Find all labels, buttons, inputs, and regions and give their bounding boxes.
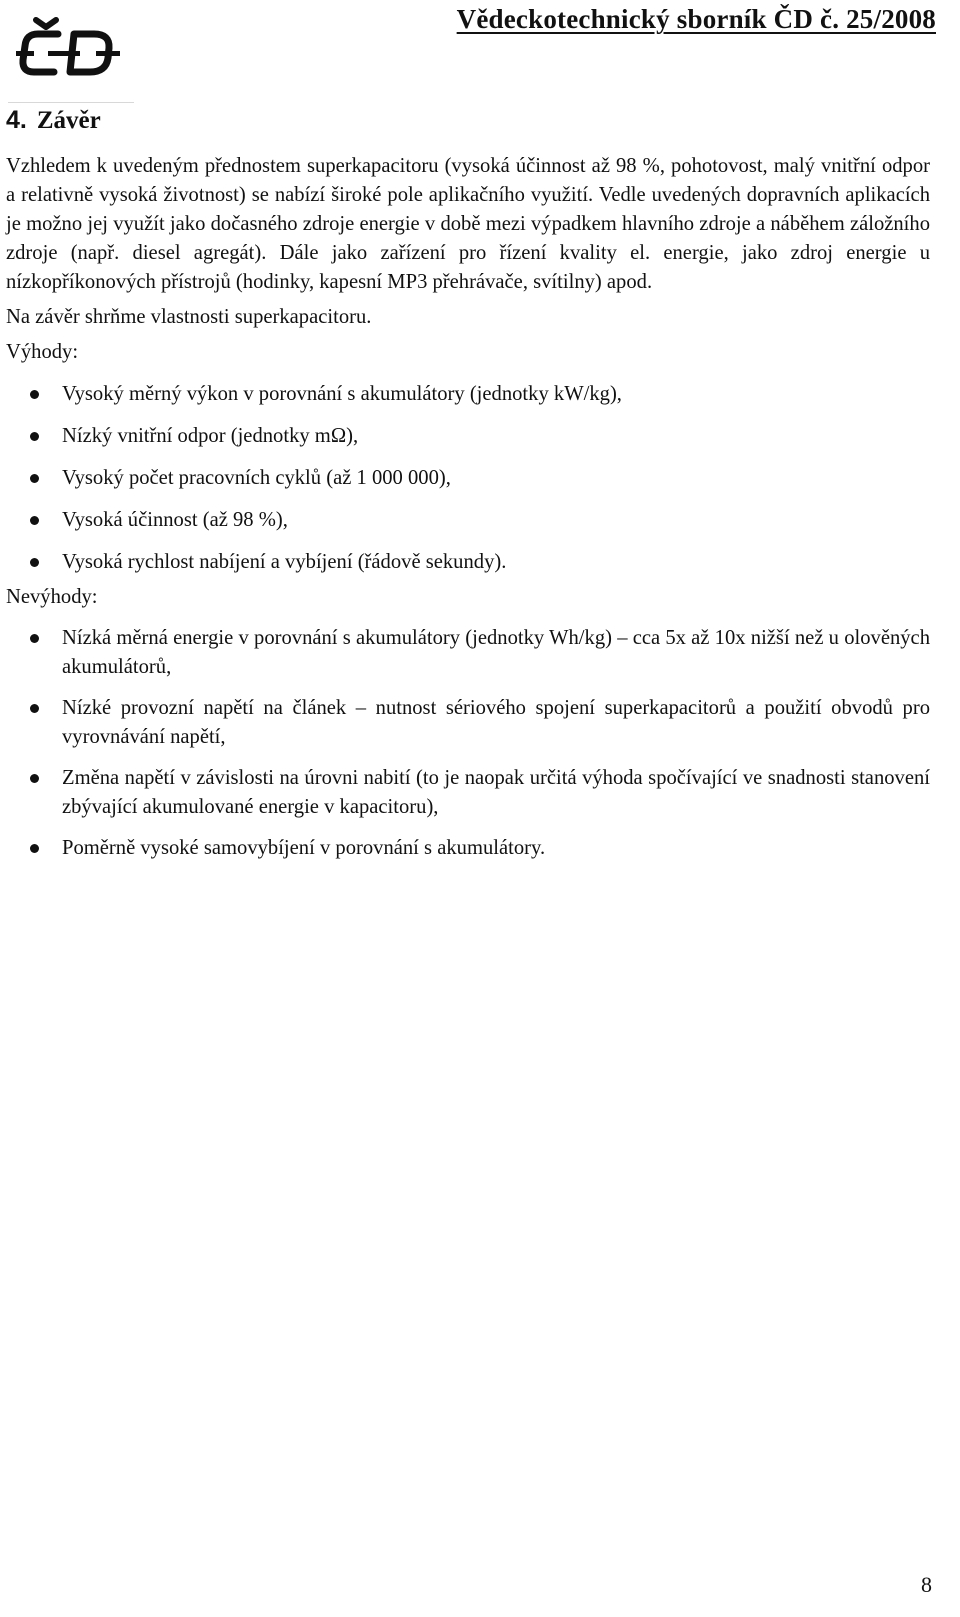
journal-title: Vědeckotechnický sborník ČD č. 25/2008 — [456, 4, 936, 34]
section-number: 4. — [6, 106, 27, 134]
list-item-text: Vysoká rychlost nabíjení a vybíjení (řádově sekundy). — [62, 551, 507, 573]
advantages-label: Výhody: — [6, 341, 79, 363]
page-number: 8 — [921, 1572, 932, 1597]
list-item — [6, 624, 930, 682]
list-item — [6, 834, 930, 863]
list-item-text: Změna napětí v závislosti na úrovni nabití (to je naopak určitá výhoda spočívající ve snadnosti stanovení zbývající akumulované energie v kapacitoru), — [62, 767, 930, 818]
list-item — [6, 694, 930, 752]
bullet-icon — [30, 634, 39, 643]
advantages-list — [6, 380, 930, 577]
list-item-text: Vysoká účinnost (až 98 %), — [62, 509, 288, 531]
document-body — [6, 152, 930, 863]
bullet-icon — [30, 774, 39, 783]
list-item-text: Poměrně vysoké samovybíjení v porovnání s akumulátory. — [62, 837, 546, 859]
cd-logo-icon — [14, 12, 122, 86]
list-item-text: Nízký vnitřní odpor (jednotky mΩ), — [62, 425, 359, 447]
section-title: Závěr — [36, 107, 101, 134]
list-item-text: Nízká měrná energie v porovnání s akumulátory (jednotky Wh/kg) – cca 5x až 10x nižší než u olověných akumulátorů, — [62, 627, 930, 678]
bullet-icon — [30, 432, 39, 441]
bullet-icon — [30, 516, 39, 525]
header-divider — [8, 102, 134, 103]
intro-paragraph: Vzhledem k uvedeným přednostem superkapacitoru (vysoká účinnost až 98 %, pohotovost, malý vnitřní odpor a relativně vysoká životnost) se nabízí široké pole aplikačního využití. Vedle uvedených dopravních aplikacích je možno jej využít jako dočasného zdroje energie v době mezi výpadkem hlavního zdroje a náběhem záložního zdroje (např. diesel agregát). Dále jako zařízení pro řízení kvality el. energie, jako zdroj energie u nízkopříkonových přístrojů (hodinky, kapesní MP3 přehrávače, svítilny) apod. — [6, 155, 930, 293]
bullet-icon — [30, 704, 39, 713]
list-item-text: Nízké provozní napětí na článek – nutnost sériového spojení superkapacitorů a použití obvodů pro vyrovnávání napětí, — [62, 697, 930, 748]
list-item-text: Vysoký počet pracovních cyklů (až 1 000 000), — [62, 467, 451, 489]
section-heading — [6, 106, 101, 135]
bullet-icon — [30, 390, 39, 399]
list-item-text: Vysoký měrný výkon v porovnání s akumulátory (jednotky kW/kg), — [62, 383, 622, 405]
list-item — [6, 422, 930, 451]
list-item — [6, 380, 930, 409]
list-item — [6, 764, 930, 822]
list-item — [6, 464, 930, 493]
disadvantages-list — [6, 624, 930, 863]
bullet-icon — [30, 558, 39, 567]
list-item — [6, 548, 930, 577]
list-item — [6, 506, 930, 535]
bullet-icon — [30, 474, 39, 483]
bullet-icon — [30, 844, 39, 853]
disadvantages-label: Nevýhody: — [6, 586, 98, 608]
summary-paragraph: Na závěr shrňme vlastnosti superkapacitoru. — [6, 306, 372, 328]
